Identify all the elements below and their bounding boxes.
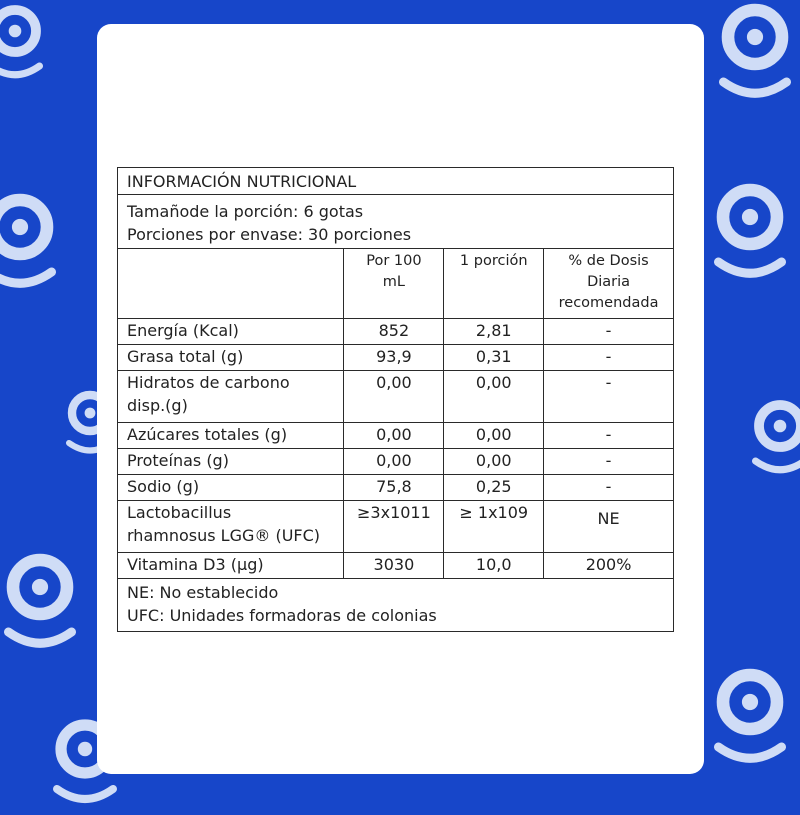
ring-smile-icon — [710, 0, 800, 110]
serving-info — [118, 195, 674, 249]
row-label: Azúcares totales (g) — [118, 423, 344, 449]
row-label: Energía (Kcal) — [118, 319, 344, 345]
header-per-100ml-line1: Por 100 — [366, 253, 422, 269]
table-row — [118, 501, 674, 553]
row-per-100ml: 852 — [344, 319, 444, 345]
header-blank — [118, 249, 344, 319]
row-label: Vitamina D3 (µg) — [118, 553, 344, 579]
ring-smile-icon — [0, 190, 65, 300]
header-daily-dose-line1: % de Dosis — [568, 253, 649, 269]
row-per-portion: 0,25 — [444, 475, 544, 501]
table-row — [118, 553, 674, 579]
ring-smile-icon — [705, 665, 795, 775]
row-daily-dose: - — [544, 423, 674, 449]
row-label — [118, 371, 344, 423]
ring-smile-icon — [0, 0, 50, 90]
row-per-portion: 0,00 — [444, 423, 544, 449]
table-title: INFORMACIÓN NUTRICIONAL — [118, 168, 674, 195]
row-per-portion: 10,0 — [444, 553, 544, 579]
nutrition-facts-table — [117, 167, 674, 632]
row-per-portion: ≥ 1x109 — [444, 501, 544, 553]
row-per-portion: 0,31 — [444, 345, 544, 371]
row-daily-dose: 200% — [544, 553, 674, 579]
header-per-100ml — [344, 249, 444, 319]
row-label: Grasa total (g) — [118, 345, 344, 371]
table-row — [118, 475, 674, 501]
row-per-portion: 2,81 — [444, 319, 544, 345]
table-row — [118, 423, 674, 449]
row-daily-dose: - — [544, 319, 674, 345]
row-label-line1: Lactobacillus — [127, 503, 232, 522]
row-label: Proteínas (g) — [118, 449, 344, 475]
servings-per-container: Porciones por envase: 30 porciones — [127, 225, 412, 244]
row-label: Sodio (g) — [118, 475, 344, 501]
row-daily-dose: - — [544, 345, 674, 371]
ring-smile-icon — [745, 395, 800, 485]
header-per-portion: 1 porción — [444, 249, 544, 319]
table-title-row — [118, 168, 674, 195]
table-row — [118, 449, 674, 475]
column-header-row — [118, 249, 674, 319]
footnote-ne: NE: No establecido — [127, 583, 279, 602]
row-daily-dose: NE — [544, 501, 674, 553]
row-label — [118, 501, 344, 553]
footnote-ufc: UFC: Unidades formadoras de colonias — [127, 606, 437, 625]
table-row — [118, 345, 674, 371]
serving-info-row — [118, 195, 674, 249]
row-per-100ml: 3030 — [344, 553, 444, 579]
table-row — [118, 319, 674, 345]
footnotes-row — [118, 579, 674, 632]
ring-smile-icon — [705, 180, 795, 290]
row-per-100ml: 0,00 — [344, 423, 444, 449]
row-label-line2: rhamnosus LGG® (UFC) — [127, 526, 321, 545]
row-per-100ml: 75,8 — [344, 475, 444, 501]
serving-size: Tamañode la porción: 6 gotas — [127, 202, 364, 221]
ring-smile-icon — [0, 550, 85, 660]
header-daily-dose — [544, 249, 674, 319]
row-per-100ml: 93,9 — [344, 345, 444, 371]
row-daily-dose: - — [544, 449, 674, 475]
row-per-100ml: 0,00 — [344, 449, 444, 475]
row-per-100ml: ≥3x1011 — [344, 501, 444, 553]
row-daily-dose: - — [544, 371, 674, 423]
footnotes — [118, 579, 674, 632]
header-daily-dose-line3: recomendada — [558, 295, 659, 311]
row-label-line1: Hidratos de carbono — [127, 373, 290, 392]
table-row — [118, 371, 674, 423]
row-per-portion: 0,00 — [444, 371, 544, 423]
row-per-portion: 0,00 — [444, 449, 544, 475]
row-label-line2: disp.(g) — [127, 396, 188, 415]
row-daily-dose: - — [544, 475, 674, 501]
row-per-100ml: 0,00 — [344, 371, 444, 423]
header-per-100ml-line2: mL — [382, 274, 405, 290]
header-daily-dose-line2: Diaria — [587, 274, 631, 290]
